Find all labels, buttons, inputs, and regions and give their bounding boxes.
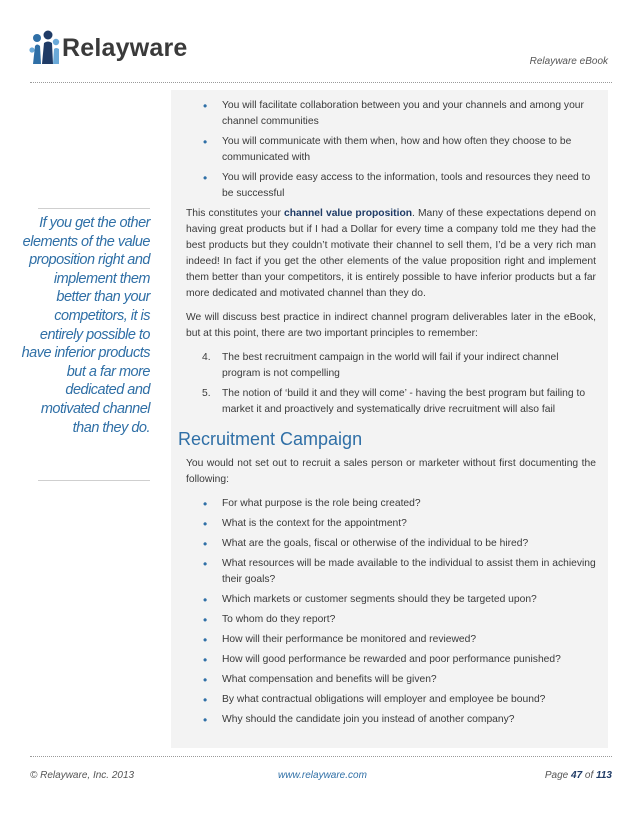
principle-item (186, 350, 596, 382)
list-item (186, 98, 596, 130)
ebook-label: Relayware eBook (529, 56, 608, 67)
list-item-text: You will provide easy access to the information, tools and resources they need to be successful (222, 172, 591, 199)
page-header (0, 0, 638, 84)
bullet-icon: • (203, 517, 208, 531)
principle-number: 4. (202, 352, 211, 363)
page-current: 47 (571, 770, 583, 781)
list-item-text: How will good performance be rewarded and poor performance punished? (222, 654, 561, 665)
bullet-icon: • (203, 693, 208, 707)
list-item-text: Which markets or customer segments should they be targeted upon? (222, 594, 537, 605)
pull-quote: If you get the other elements of the value proposition right and implement them better than your competitors, it is entirely possible to have inferior products but a far more dedicated and motivated channel than they do. (21, 215, 150, 436)
bullet-icon: • (203, 713, 208, 727)
people-network-icon (28, 30, 62, 66)
list-item-text: By what contractual obligations will employer and employee be bound? (222, 694, 546, 705)
bullet-icon: • (203, 613, 208, 627)
list-item (186, 652, 596, 668)
bullet-icon: • (203, 135, 208, 149)
list-item-text: What are the goals, fiscal or otherwise of the individual to be hired? (222, 538, 529, 549)
list-item-text: What is the context for the appointment? (222, 518, 407, 529)
list-item-text: How will their performance be monitored and reviewed? (222, 634, 477, 645)
bullet-icon: • (203, 633, 208, 647)
list-item (186, 612, 596, 628)
channel-value-proposition-highlight: channel value proposition (283, 208, 413, 219)
bullet-icon: • (203, 557, 208, 571)
list-item-text: Why should the candidate join you instead of another company? (222, 714, 515, 725)
list-item-text: You will facilitate collaboration between you and your channels and among your channel communities (222, 100, 584, 127)
list-item (186, 516, 596, 532)
bullet-icon: • (203, 537, 208, 551)
principle-number: 5. (202, 388, 211, 399)
list-item (186, 632, 596, 648)
list-item-text: You will communicate with them when, how and how often they choose to be communicated with (222, 136, 572, 163)
principle-item (186, 386, 596, 418)
bullet-icon: • (203, 171, 208, 185)
list-item (186, 536, 596, 552)
list-item-text: For what purpose is the role being created? (222, 498, 421, 509)
principles-intro-paragraph: We will discuss best practice in indirect channel program deliverables later in the eBook, but at this point, there are two important principles to remember: (186, 312, 596, 339)
list-item (186, 672, 596, 688)
page-indicator (545, 770, 612, 781)
pull-quote-top-rule (38, 208, 150, 209)
list-item-text: What resources will be made available to the individual to assist them in achieving their goals? (222, 558, 596, 585)
list-item (186, 556, 596, 588)
principle-text: The best recruitment campaign in the world will fail if your indirect channel program is not compelling (222, 352, 559, 379)
bullet-icon: • (203, 673, 208, 687)
list-item (186, 712, 596, 728)
principle-text: The notion of ‘build it and they will come’ - having the best program but failing to market it and proactively and systematically drive recruitment will also fail (222, 388, 586, 415)
website-link[interactable]: www.relayware.com (278, 770, 367, 781)
list-item (186, 134, 596, 166)
recruitment-intro-paragraph: You would not set out to recruit a sales person or marketer without first documenting the following: (186, 458, 596, 485)
bullet-icon: • (203, 593, 208, 607)
list-item (186, 496, 596, 512)
paragraph-text: This constitutes your (186, 208, 284, 219)
main-content (178, 98, 597, 732)
page-separator: of (582, 770, 597, 781)
bullet-icon: • (203, 99, 208, 113)
brand-name: Relayware (62, 34, 188, 62)
relayware-logo (28, 28, 208, 68)
value-proposition-paragraph (186, 206, 596, 302)
page-total: 113 (596, 770, 612, 781)
page-prefix: Page (544, 770, 572, 781)
list-item-text: What compensation and benefits will be given? (222, 674, 437, 685)
paragraph-text: . Many of these expectations depend on having great products but if I had a Dollar for every time a company told me they had the best products but they couldn’t motivate their channel to sell them, I’d be a very rich man indeed! In fact if you get the other elements of the value proposition right and implement them better than your competitors, it is entirely possible to have inferior products but a far more dedicated and motivated channel than they do. (186, 208, 597, 299)
questions-bullet-list (186, 496, 596, 728)
list-item (186, 170, 596, 202)
footer-divider (30, 756, 612, 757)
list-item (186, 692, 596, 708)
copyright-text: © Relayware, Inc. 2013 (30, 770, 135, 781)
intro-bullet-list (186, 98, 596, 202)
principles-list (186, 350, 596, 418)
pull-quote-bottom-rule (38, 480, 150, 481)
bullet-icon: • (203, 653, 208, 667)
section-heading: Recruitment Campaign (178, 429, 363, 449)
list-item (186, 592, 596, 608)
list-item-text: To whom do they report? (222, 614, 336, 625)
header-divider (30, 82, 612, 83)
page-footer (30, 770, 612, 786)
bullet-icon: • (203, 497, 208, 511)
